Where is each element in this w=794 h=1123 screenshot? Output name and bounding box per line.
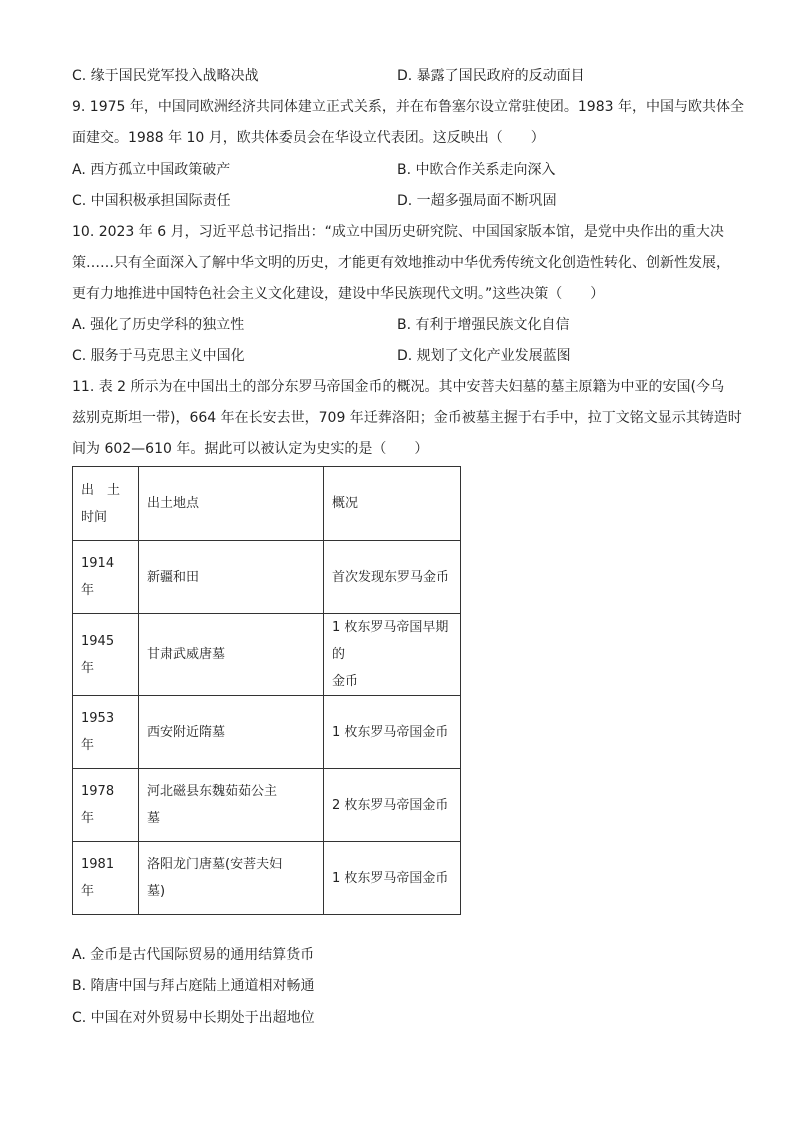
q10-option-d: D. 规划了文化产业发展蓝图 bbox=[397, 348, 571, 364]
cell-summary: 1 枚东罗马帝国金币 bbox=[324, 696, 461, 769]
q9-option-d: D. 一超多强局面不断巩固 bbox=[397, 193, 557, 209]
cell-place: 河北磁县东魏茹茹公主 墓 bbox=[139, 769, 324, 842]
cell-year: 1953 年 bbox=[73, 696, 139, 769]
q11-option-a: A. 金币是古代国际贸易的通用结算货币 bbox=[72, 947, 315, 963]
table-header-row bbox=[73, 467, 461, 541]
cell-year: 1914 年 bbox=[73, 541, 139, 614]
q9-option-a: A. 西方孤立中国政策破产 bbox=[72, 162, 231, 178]
table-row bbox=[73, 696, 461, 769]
header-time: 出 土 时间 bbox=[73, 467, 139, 541]
header-place: 出土地点 bbox=[139, 467, 324, 541]
q9-option-c: C. 中国积极承担国际责任 bbox=[72, 193, 231, 209]
q9-stem-line2: 面建交。1988 年 10 月，欧共体委员会在华设立代表团。这反映出（ ） bbox=[72, 130, 545, 146]
q8-option-c: C. 缘于国民党军投入战略决战 bbox=[72, 68, 259, 84]
q9-option-b: B. 中欧合作关系走向深入 bbox=[397, 162, 556, 178]
cell-place: 西安附近隋墓 bbox=[139, 696, 324, 769]
q11-stem-line3: 间为 602—610 年。据此可以被认定为史实的是（ ） bbox=[72, 441, 429, 457]
header-summary: 概况 bbox=[324, 467, 461, 541]
cell-summary: 1 枚东罗马帝国金币 bbox=[324, 842, 461, 915]
q8-option-d: D. 暴露了国民政府的反动面目 bbox=[397, 68, 585, 84]
cell-year: 1945 年 bbox=[73, 614, 139, 696]
q11-option-b: B. 隋唐中国与拜占庭陆上通道相对畅通 bbox=[72, 978, 315, 994]
q11-stem-line2: 兹别克斯坦一带)，664 年在长安去世，709 年迁葬洛阳；金币被墓主握于右手中，拉丁文铭文显示其铸造时 bbox=[72, 410, 742, 426]
q10-option-b: B. 有利于增强民族文化自信 bbox=[397, 317, 570, 333]
table-row bbox=[73, 541, 461, 614]
q10-option-c: C. 服务于马克思主义中国化 bbox=[72, 348, 245, 364]
cell-summary: 首次发现东罗马金币 bbox=[324, 541, 461, 614]
q10-stem-line1: 10. 2023 年 6 月，习近平总书记指出：“成立中国历史研究院、中国国家版本馆，是党中央作出的重大决 bbox=[72, 224, 724, 240]
table-row bbox=[73, 769, 461, 842]
q9-stem-line1: 9. 1975 年，中国同欧洲经济共同体建立正式关系，并在布鲁塞尔设立常驻使团。1983 年，中国与欧共体全 bbox=[72, 99, 744, 115]
cell-place: 甘肃武威唐墓 bbox=[139, 614, 324, 696]
q10-stem-line3: 更有力地推进中国特色社会主义文化建设，建设中华民族现代文明。”这些决策（ ） bbox=[72, 286, 605, 302]
cell-summary: 1 枚东罗马帝国早期的 金币 bbox=[324, 614, 461, 696]
q10-option-a: A. 强化了历史学科的独立性 bbox=[72, 317, 245, 333]
cell-year: 1978 年 bbox=[73, 769, 139, 842]
table-row bbox=[73, 842, 461, 915]
cell-place: 新疆和田 bbox=[139, 541, 324, 614]
cell-year: 1981 年 bbox=[73, 842, 139, 915]
cell-summary: 2 枚东罗马帝国金币 bbox=[324, 769, 461, 842]
q10-stem-line2: 策……只有全面深入了解中华文明的历史，才能更有效地推动中华优秀传统文化创造性转化、创新性发展， bbox=[72, 255, 730, 271]
q11-stem-line1: 11. 表 2 所示为在中国出土的部分东罗马帝国金币的概况。其中安菩夫妇墓的墓主原籍为中亚的安国(今乌 bbox=[72, 379, 724, 395]
cell-place: 洛阳龙门唐墓(安菩夫妇 墓) bbox=[139, 842, 324, 915]
q11-option-c: C. 中国在对外贸易中长期处于出超地位 bbox=[72, 1010, 315, 1026]
coin-table bbox=[72, 466, 461, 915]
table-row bbox=[73, 614, 461, 696]
